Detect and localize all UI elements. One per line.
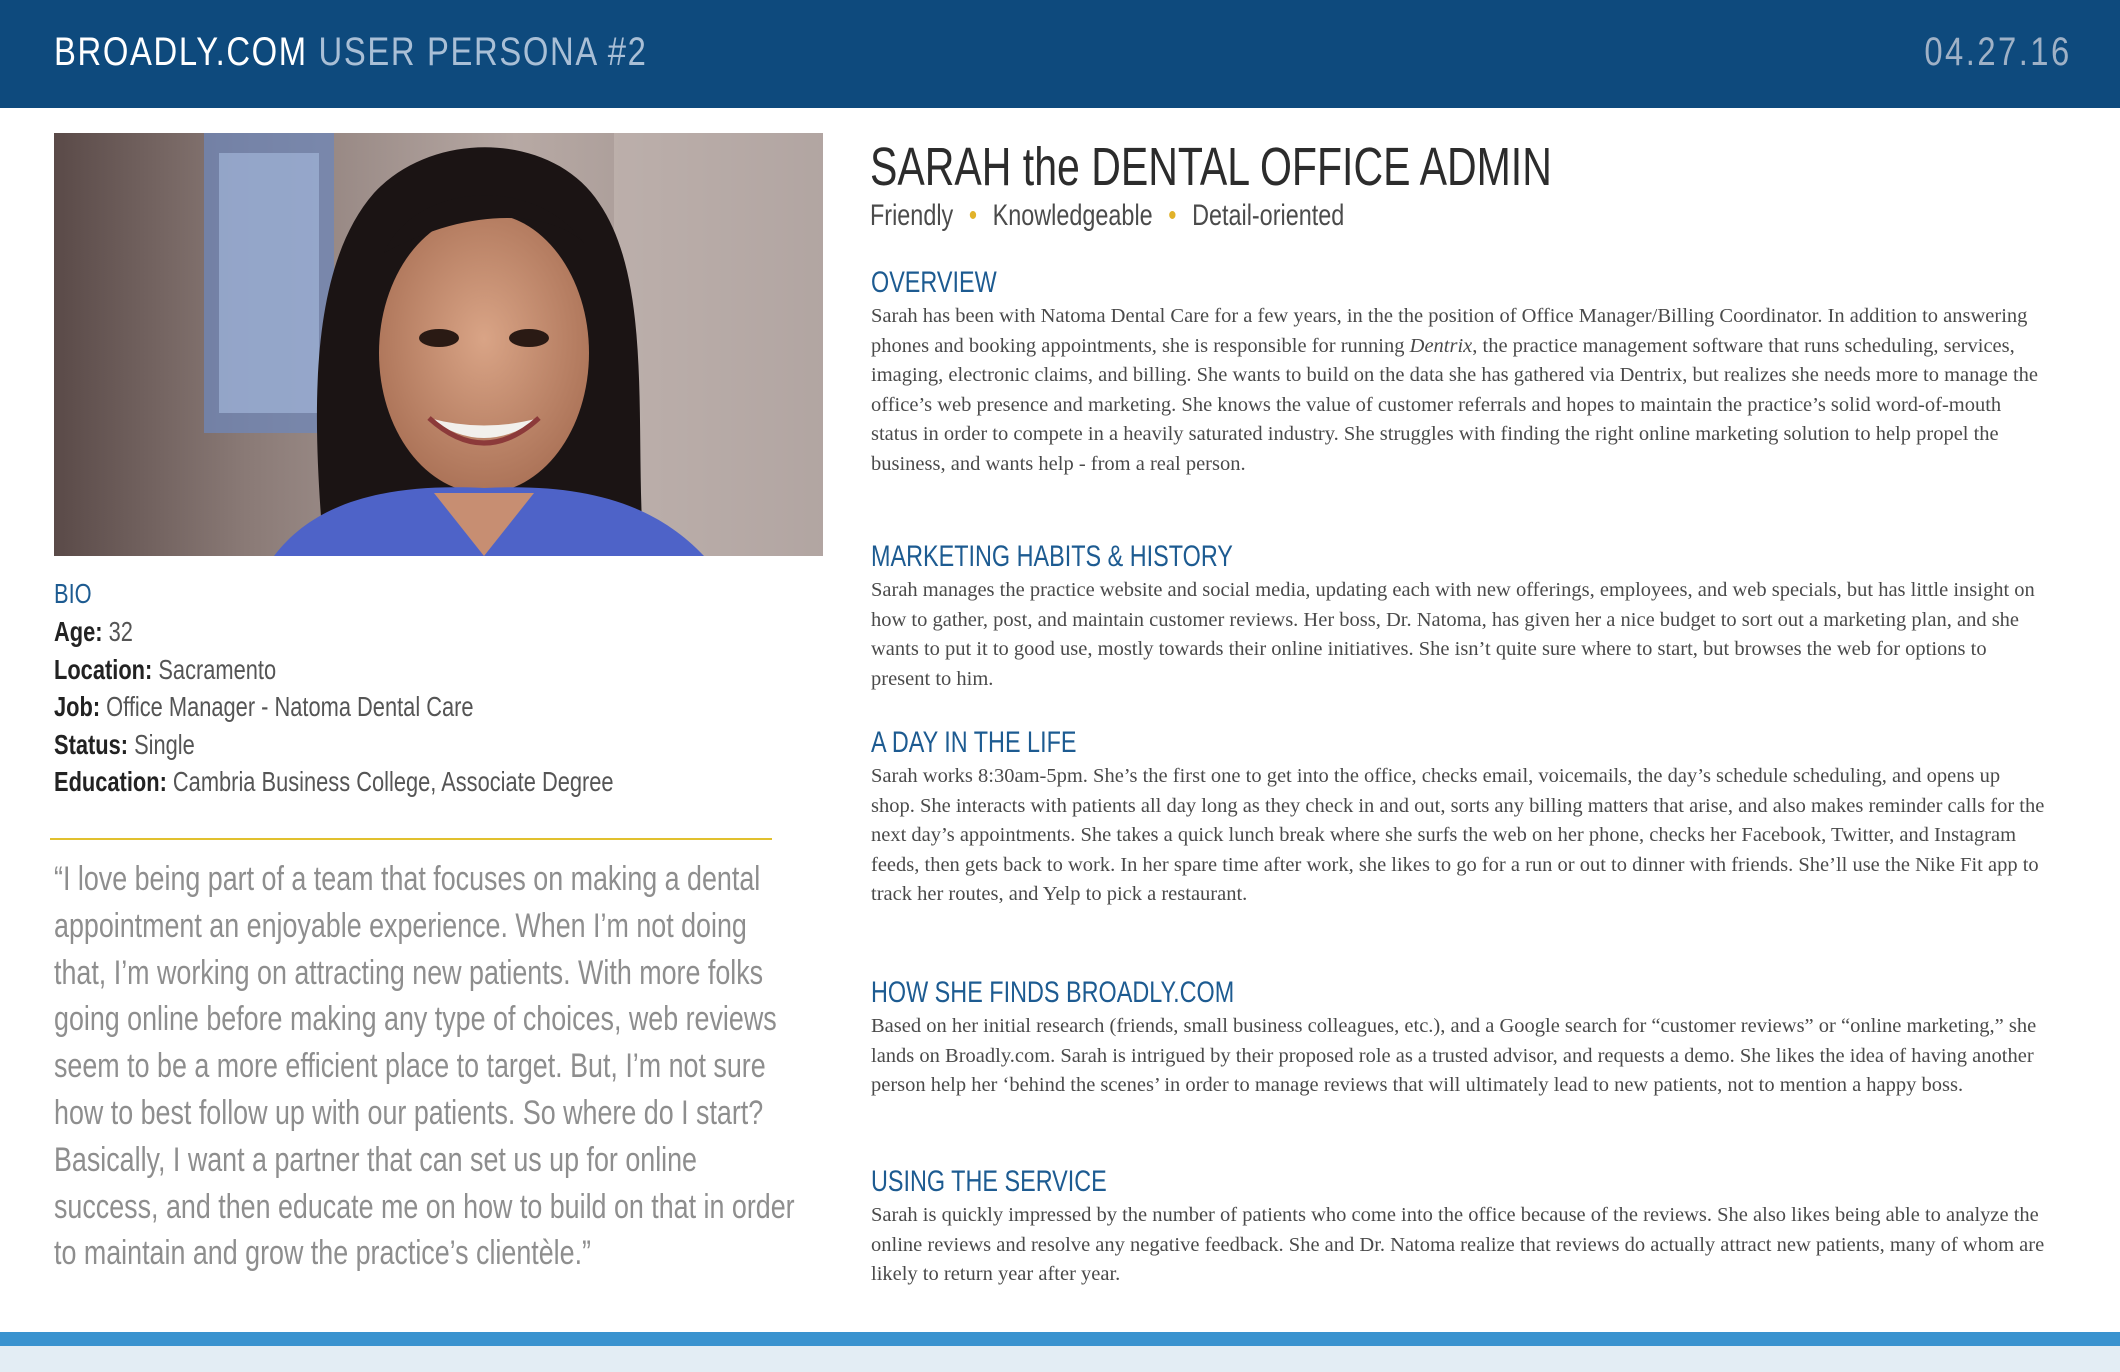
- bio-location: [54, 654, 647, 692]
- bio-label: Education:: [54, 766, 167, 797]
- section-body: Sarah is quickly impressed by the number of patients who come into the office because of the reviews. She also likes being able to analyze the online reviews and resolve any negative feedback. She and Dr. Natoma realize that reviews do actually attract new patients, many of whom are likely to return year after year.: [871, 1204, 2045, 1285]
- bio-value: Cambria Business College, Associate Degree: [172, 766, 614, 797]
- trait: Detail-oriented: [1192, 199, 1345, 232]
- overview-text-start: Sarah has been with Natoma Dental Care for a few years, in the the position of Office Manager/Billing Coordinator. In addition to answering phones and booking appointments, she is responsible for running: [871, 305, 2028, 357]
- footer-bar: [0, 1332, 2120, 1346]
- overview-emphasis: Dentrix: [1409, 334, 1473, 357]
- persona-traits: [870, 199, 1344, 233]
- section-body: Sarah works 8:30am-5pm. She’s the first one to get into the office, checks email, voicemails, the day’s schedule scheduling, and opens up shop. She interacts with patients all day long as they check in and out, sorts any billing matters that arise, and also makes reminder calls for the next day’s appointments. She takes a quick lunch break where she surfs the web on her phone, checks her Facebook, Twitter, and Instagram feeds, then gets back to work. In her spare time after work, she likes to go for a run or out to dinner with friends. She’ll use the Nike Fit app to track her routes, and Yelp to pick a restaurant.: [871, 765, 2045, 905]
- header-title: [54, 30, 648, 75]
- persona-number: USER PERSONA #2: [318, 30, 648, 74]
- bio-age: [54, 616, 647, 654]
- bio-status: [54, 729, 647, 767]
- bio-education: [54, 766, 647, 804]
- bio-label: Job:: [54, 691, 101, 722]
- section-heading: OVERVIEW: [871, 266, 997, 299]
- trait: Knowledgeable: [992, 199, 1153, 232]
- bio-label: Status:: [54, 728, 129, 760]
- bio-label: Location:: [54, 653, 153, 685]
- bio-value: Office Manager - Natoma Dental Care: [106, 691, 474, 722]
- header-date: 04.27.16: [1924, 30, 2072, 74]
- persona-photo: [54, 133, 823, 556]
- bio-label: Age:: [54, 616, 103, 647]
- bio-value: 32: [108, 616, 133, 647]
- section-marketing: [871, 540, 2046, 694]
- section-how-she-finds: [871, 976, 2046, 1101]
- bio-job: [54, 691, 647, 729]
- trait: Friendly: [870, 199, 954, 232]
- section-heading: USING THE SERVICE: [871, 1165, 1107, 1198]
- section-using-service: [871, 1165, 2046, 1290]
- section-body: Sarah manages the practice website and social media, updating each with new offerings, employees, and web specials, but has little insight on how to gather, post, and maintain customer reviews. Her boss, Dr. Natoma, has given her a nice budget to sort out a marketing plan, and she wants to put it to good use, mostly towards their online initiatives. She isn’t quite sure where to start, but browses the web for options to present to him.: [871, 579, 2035, 690]
- section-heading: MARKETING HABITS & HISTORY: [871, 540, 1233, 573]
- persona-photo-image: [54, 133, 823, 556]
- bio-heading: BIO: [54, 578, 92, 609]
- brand-name: BROADLY.COM: [54, 30, 308, 74]
- overview-text-end: , the practice management software that runs scheduling, services, imaging, electronic claims, and billing. She wants to build on the data she has gathered via Dentrix, but realizes she needs more to manage the office’s web presence and marketing. She knows the value of customer referrals and hopes to maintain the practice’s solid word-of-mouth status in order to compete in a heavily saturated industry. She struggles with finding the right online marketing solution to help propel the business, and wants help - from a real person.: [871, 334, 2039, 475]
- header-bar: [0, 0, 2120, 108]
- section-day-in-life: [871, 726, 2046, 910]
- persona-quote: “I love being part of a team that focuses on making a dental appointment an enjoyable experience. When I’m not doing that, I’m working on attracting new patients. With more folks going online before making any type of choices, web reviews seem to be a more efficient place to target. But, I’m not sure how to best follow up with our patients. So where do I start? Basically, I want a partner that can set us up for online success, and then educate me on how to build on that in order to maintain and grow the practice’s clientèle.”: [54, 860, 795, 1273]
- bullet-dot-icon: •: [968, 199, 978, 232]
- bio-value: Single: [134, 728, 195, 760]
- footer-background: [0, 1346, 2120, 1372]
- section-overview: [871, 266, 2046, 479]
- gold-divider: [50, 838, 772, 840]
- bio-list: [54, 616, 814, 804]
- section-heading: HOW SHE FINDS BROADLY.COM: [871, 976, 1235, 1009]
- persona-name: SARAH the DENTAL OFFICE ADMIN: [870, 137, 1552, 197]
- section-body: Based on her initial research (friends, small business colleagues, etc.), and a Google search for “customer reviews” or “online marketing,” she lands on Broadly.com. Sarah is intrigued by their proposed role as a trusted advisor, and requests a demo. She likes the idea of having another person help her ‘behind the scenes’ in order to manage reviews that will ultimately lead to new patients, not to mention a happy boss.: [871, 1015, 2037, 1096]
- section-body: [871, 302, 2046, 479]
- bio-value: Sacramento: [158, 653, 277, 685]
- bullet-dot-icon: •: [1168, 199, 1177, 232]
- section-heading: A DAY IN THE LIFE: [871, 726, 1077, 759]
